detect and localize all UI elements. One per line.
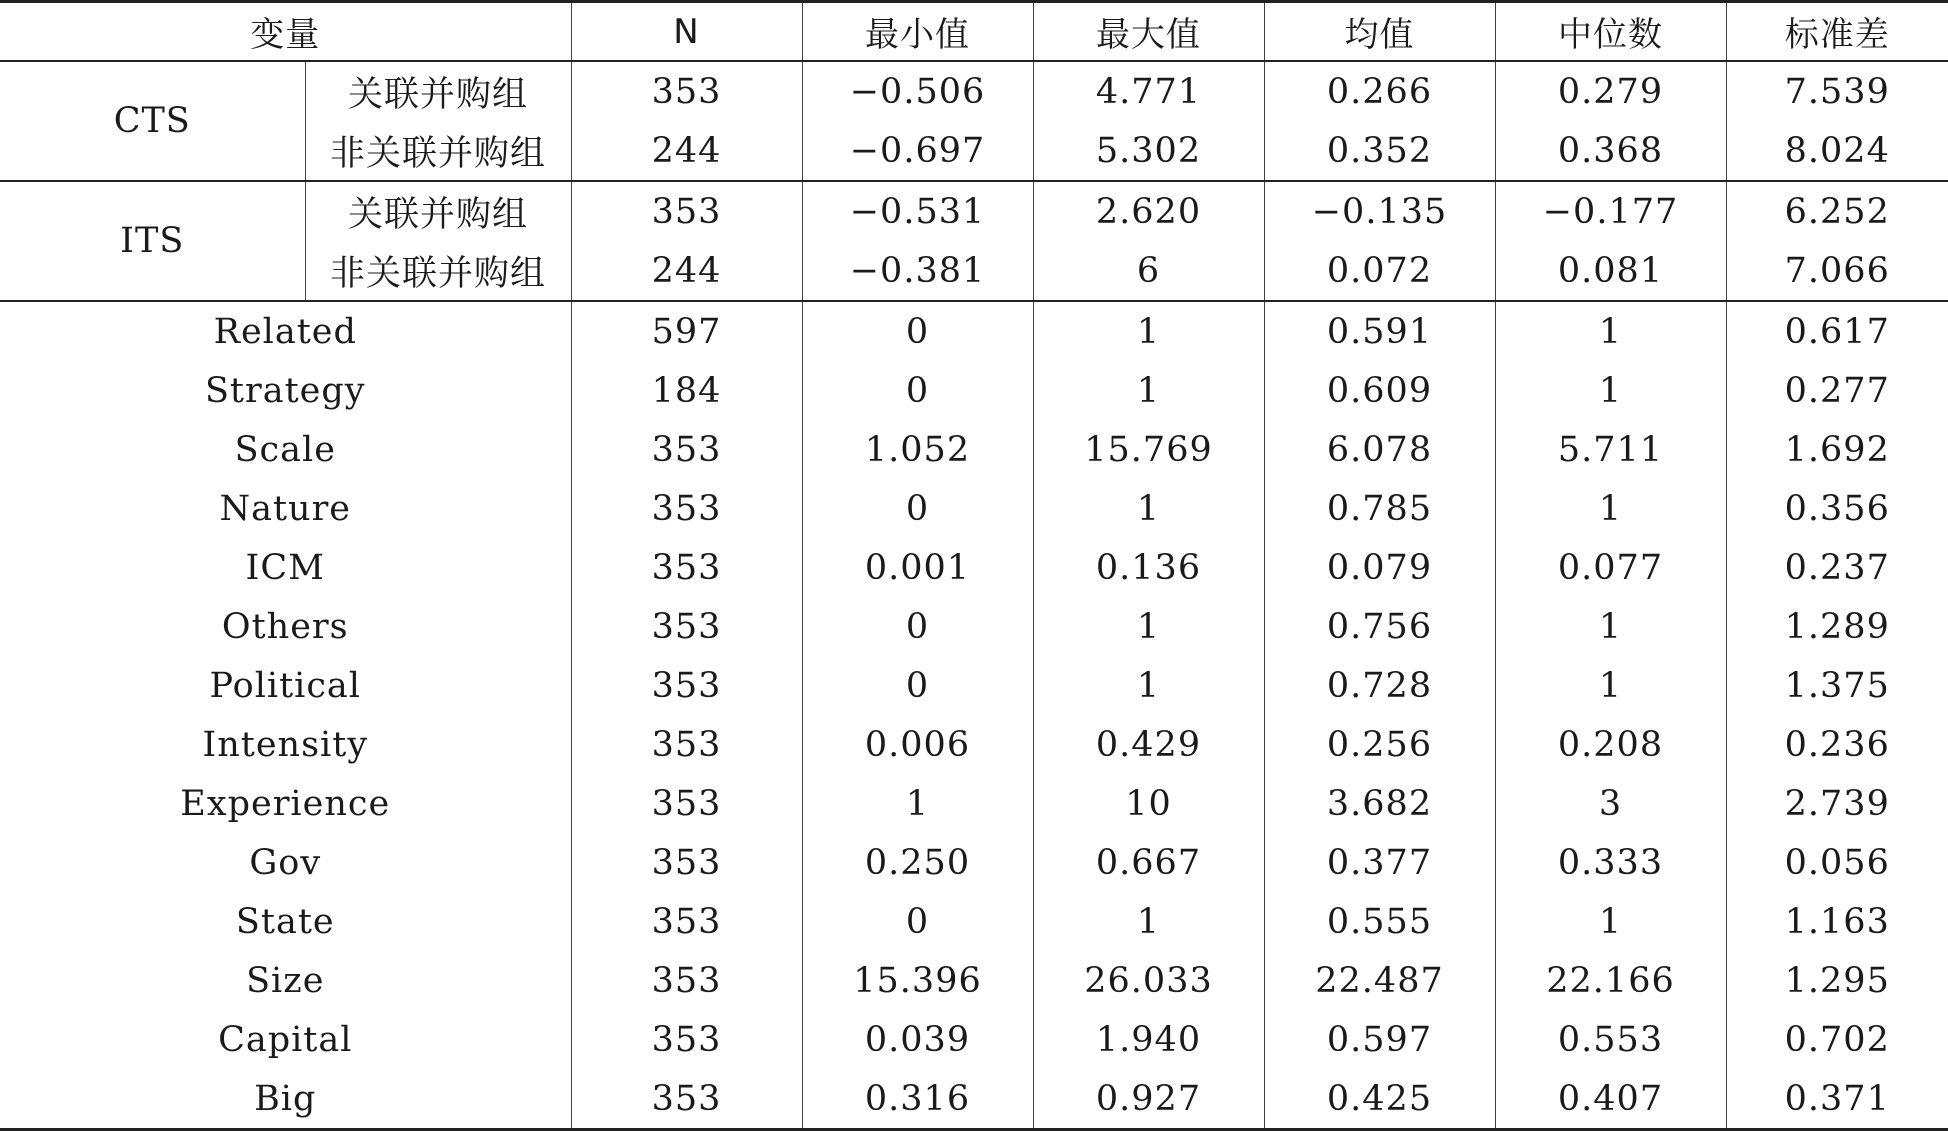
variable-name: Related [0,301,571,361]
cell-sd: 1.375 [1784,665,1890,706]
cell-n: 353 [571,833,802,892]
cell-min: −0.531 [802,181,1033,241]
cell-median: 0.208 [1495,715,1726,774]
cell-n: 353 [571,951,802,1010]
cell-sd: 1.295 [1784,960,1890,1001]
table-row [0,951,1948,1010]
table-row [0,1069,1948,1130]
cell-sd: 6.252 [1726,181,1948,241]
cell-mean: 0.256 [1264,715,1495,774]
table-row [0,892,1948,951]
cell-n: 353 [571,1069,802,1130]
cell-n: 597 [571,301,802,361]
header-max: 最大值 [1033,2,1264,62]
header-variable: 变量 [0,2,571,62]
header-sd: 标准差 [1726,2,1948,62]
table-row [0,301,1948,361]
cell-mean: 0.425 [1264,1069,1495,1130]
cell-sd: 1.163 [1784,901,1890,942]
table-row [0,656,1948,715]
variable-name: Strategy [0,361,571,420]
cell-median: 1 [1495,479,1726,538]
cell-sd: 0.277 [1784,370,1890,411]
cell-median: 0.077 [1495,538,1726,597]
cell-sd: 0.371 [1726,1069,1948,1130]
subgroup-label: 关联并购组 [305,61,571,121]
cell-min: 0.001 [802,538,1033,597]
header-row [0,2,1948,62]
cell-max: 1 [1033,597,1264,656]
cell-mean: 0.352 [1264,121,1495,181]
table-row [0,538,1948,597]
cell-n: 244 [571,121,802,181]
header-median: 中位数 [1495,2,1726,62]
cell-median: 1 [1495,361,1726,420]
cell-n: 353 [571,538,802,597]
cell-mean: 3.682 [1264,774,1495,833]
cell-median: 0.333 [1495,833,1726,892]
cell-max: 5.302 [1033,121,1264,181]
cell-median: −0.177 [1495,181,1726,241]
cell-min: 0 [802,361,1033,420]
cell-n: 353 [571,61,802,121]
variable-name: Political [0,656,571,715]
cell-min: 0 [802,892,1033,951]
cell-mean: 0.555 [1264,892,1495,951]
cell-mean: 0.785 [1264,479,1495,538]
table-body [0,61,1948,301]
cell-sd: 8.024 [1784,130,1890,171]
cell-median: 1 [1495,656,1726,715]
cell-max: 0.667 [1033,833,1264,892]
header-n: N [571,2,802,62]
cell-min: −0.381 [802,241,1033,301]
simple-variable-rows [0,301,1948,1130]
cell-max: 10 [1033,774,1264,833]
cell-max: 1 [1033,892,1264,951]
table-row [0,833,1948,892]
table-header [0,2,1948,62]
cell-max: 6 [1033,241,1264,301]
header-mean: 均值 [1264,2,1495,62]
cell-sd: 1.289 [1784,606,1890,647]
group-name: CTS [0,61,305,181]
table-row [0,479,1948,538]
cell-sd: 7.066 [1784,250,1890,291]
cell-median: 22.166 [1495,951,1726,1010]
variable-name: Intensity [0,715,571,774]
table-row [0,181,1948,241]
cell-min: 0 [802,301,1033,361]
cell-n: 353 [571,479,802,538]
cell-min: 0.316 [802,1069,1033,1130]
cell-median: 0.081 [1495,241,1726,301]
cell-max: 1 [1033,656,1264,715]
cell-max: 4.771 [1033,61,1264,121]
cell-max: 2.620 [1033,181,1264,241]
cell-min: 0 [802,656,1033,715]
cell-min: −0.506 [802,61,1033,121]
cell-sd: 2.739 [1784,783,1890,824]
cell-max: 1 [1033,301,1264,361]
cell-max: 0.429 [1033,715,1264,774]
cell-max: 1.940 [1033,1010,1264,1069]
cell-mean: 6.078 [1264,420,1495,479]
table-row [0,597,1948,656]
cell-n: 184 [571,361,802,420]
cell-min: 15.396 [802,951,1033,1010]
table-row [0,715,1948,774]
subgroup-label: 关联并购组 [305,181,571,241]
table-row [0,420,1948,479]
subgroup-label: 非关联并购组 [305,121,571,181]
variable-name: Others [0,597,571,656]
variable-name: Gov [0,833,571,892]
cell-min: 1.052 [802,420,1033,479]
cell-n: 353 [571,181,802,241]
cell-max: 1 [1033,479,1264,538]
cell-median: 0.279 [1495,61,1726,121]
cell-n: 353 [571,597,802,656]
cell-n: 353 [571,715,802,774]
table-row [0,61,1948,121]
variable-name: Size [0,951,571,1010]
variable-name: Scale [0,420,571,479]
cell-median: 0.407 [1495,1069,1726,1130]
cell-max: 1 [1033,361,1264,420]
group-name: ITS [0,181,305,301]
cell-mean: 0.597 [1264,1010,1495,1069]
cell-sd: 0.617 [1726,301,1948,361]
cell-n: 353 [571,1010,802,1069]
table-row [0,1010,1948,1069]
variable-name: Experience [0,774,571,833]
cell-median: 1 [1495,892,1726,951]
cell-mean: 0.266 [1264,61,1495,121]
cell-mean: 22.487 [1264,951,1495,1010]
cell-n: 353 [571,774,802,833]
header-min: 最小值 [802,2,1033,62]
variable-name: Capital [0,1010,571,1069]
cell-sd: 0.056 [1784,842,1890,883]
variable-name: State [0,892,571,951]
cell-max: 0.927 [1033,1069,1264,1130]
cell-mean: 0.591 [1264,301,1495,361]
cell-sd: 0.356 [1784,488,1890,529]
table-row [0,361,1948,420]
cell-min: 0 [802,479,1033,538]
cell-median: 0.553 [1495,1010,1726,1069]
cell-mean: 0.079 [1264,538,1495,597]
cell-sd: 7.539 [1784,71,1890,112]
cell-min: 1 [802,774,1033,833]
variable-name: ICM [0,538,571,597]
cell-median: 1 [1495,301,1726,361]
subgroup-label: 非关联并购组 [305,241,571,301]
cell-mean: 0.377 [1264,833,1495,892]
cell-median: 0.368 [1495,121,1726,181]
cell-n: 244 [571,241,802,301]
variable-name: Big [0,1069,571,1130]
cell-median: 3 [1495,774,1726,833]
cell-min: 0.006 [802,715,1033,774]
cell-mean: 0.728 [1264,656,1495,715]
cell-median: 5.711 [1495,420,1726,479]
cell-median: 1 [1495,597,1726,656]
cell-n: 353 [571,656,802,715]
cell-max: 15.769 [1033,420,1264,479]
cell-sd: 0.236 [1784,724,1890,765]
cell-mean: 0.756 [1264,597,1495,656]
cell-min: 0 [802,597,1033,656]
cell-min: −0.697 [802,121,1033,181]
cell-mean: −0.135 [1264,181,1495,241]
cell-n: 353 [571,420,802,479]
cell-max: 26.033 [1033,951,1264,1010]
cell-mean: 0.609 [1264,361,1495,420]
cell-mean: 0.072 [1264,241,1495,301]
cell-sd: 0.237 [1784,547,1890,588]
table-row [0,774,1948,833]
cell-min: 0.250 [802,833,1033,892]
variable-name: Nature [0,479,571,538]
cell-max: 0.136 [1033,538,1264,597]
cell-sd: 0.702 [1784,1019,1890,1060]
cell-min: 0.039 [802,1010,1033,1069]
cell-n: 353 [571,892,802,951]
cell-sd: 1.692 [1784,429,1890,470]
